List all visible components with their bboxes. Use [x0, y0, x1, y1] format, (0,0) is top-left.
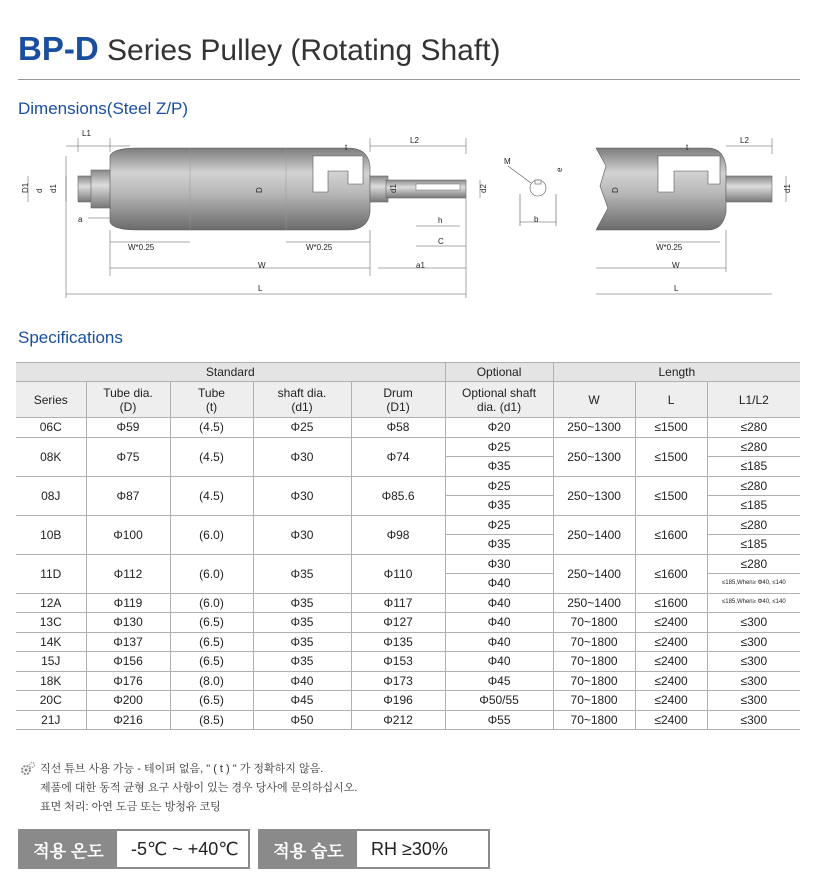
cell-w: 70~1800 [553, 613, 635, 633]
cell-l1l2: ≤280 [707, 418, 800, 438]
cell-optional: Φ20 [445, 418, 553, 438]
label-d1-side: d1 [783, 184, 792, 193]
col-header-text: (D1) [386, 399, 410, 414]
cell-w: 70~1800 [553, 710, 635, 730]
label-a: a [78, 215, 83, 224]
col-header-text: dia. (d1) [477, 399, 522, 414]
col-series [16, 382, 86, 418]
cell-drum: Φ196 [351, 691, 445, 711]
title-divider [18, 79, 800, 80]
cell-l: ≤1600 [635, 515, 707, 554]
cell-l1l2: ≤280 [707, 476, 800, 496]
cell-t: (4.5) [170, 476, 253, 515]
label-h: h [438, 216, 443, 225]
label-L-main: L [258, 284, 263, 293]
cell-shaft: Φ30 [253, 476, 351, 515]
table-row [16, 691, 800, 711]
cell-optional: Φ40 [445, 632, 553, 652]
pulley-side-view [596, 148, 772, 230]
cell-w: 250~1300 [553, 476, 635, 515]
col-header-text: L1/L2 [738, 392, 769, 407]
cell-t: (6.5) [170, 652, 253, 672]
cell-shaft: Φ35 [253, 554, 351, 593]
cell-tube: Φ59 [86, 418, 170, 438]
label-w025-right: W*0.25 [306, 243, 333, 252]
cell-optional: Φ35 [445, 535, 553, 555]
cell-series: 08K [16, 437, 86, 476]
cell-optional: Φ45 [445, 671, 553, 691]
table-row [16, 613, 800, 633]
cell-w: 250~1300 [553, 437, 635, 476]
col-header-text: Drum [383, 385, 413, 400]
label-e: e [555, 167, 564, 172]
cell-drum: Φ127 [351, 613, 445, 633]
cell-tube: Φ112 [86, 554, 170, 593]
cell-drum: Φ85.6 [351, 476, 445, 515]
note-1: 직선 튜브 사용 가능 - 테이퍼 없음, " ( t ) " 가 정확하지 않음. [40, 763, 324, 775]
cell-l1l2: ≤185,When≥ Φ40, ≤140 [707, 593, 800, 613]
cell-l1l2: ≤185 [707, 457, 800, 477]
cell-l1l2: ≤280 [707, 515, 800, 535]
cell-w: 70~1800 [553, 632, 635, 652]
label-L2-main: L2 [410, 136, 419, 145]
cell-t: (6.5) [170, 691, 253, 711]
cell-l: ≤1600 [635, 554, 707, 593]
cell-optional: Φ30 [445, 554, 553, 574]
cell-l: ≤1600 [635, 593, 707, 613]
notes [20, 760, 357, 817]
temperature-badge [18, 829, 250, 869]
label-L1: L1 [82, 129, 91, 138]
spec-table [16, 362, 800, 730]
pulley-body [78, 148, 466, 230]
cell-l1l2: ≤300 [707, 671, 800, 691]
table-row [16, 437, 800, 457]
cell-optional: Φ25 [445, 437, 553, 457]
cell-series: 11D [16, 554, 86, 593]
cell-w: 250~1400 [553, 593, 635, 613]
col-header-text: (D) [119, 399, 137, 414]
cell-tube: Φ176 [86, 671, 170, 691]
cell-optional: Φ55 [445, 710, 553, 730]
dimension-drawing [18, 126, 798, 306]
col-header-text: Tube dia. [103, 385, 153, 400]
label-W-main: W [258, 261, 266, 270]
humidity-label: 적용 습도 [260, 831, 357, 867]
cell-shaft: Φ50 [253, 710, 351, 730]
col-w [553, 382, 635, 418]
cell-series: 21J [16, 710, 86, 730]
cell-optional: Φ40 [445, 613, 553, 633]
cell-shaft: Φ35 [253, 613, 351, 633]
col-tube-t [170, 382, 253, 418]
cell-tube: Φ156 [86, 652, 170, 672]
label-D1: D1 [21, 182, 30, 193]
cell-w: 70~1800 [553, 671, 635, 691]
col-l [635, 382, 707, 418]
cell-series: 08J [16, 476, 86, 515]
humidity-badge [258, 829, 490, 869]
col-drum [351, 382, 445, 418]
cell-optional: Φ25 [445, 476, 553, 496]
cell-series: 15J [16, 652, 86, 672]
col-shaft-dia [253, 382, 351, 418]
cell-l: ≤2400 [635, 632, 707, 652]
table-row [16, 515, 800, 535]
cell-tube: Φ130 [86, 613, 170, 633]
gear-icon [20, 761, 36, 777]
col-tube-dia [86, 382, 170, 418]
temperature-label: 적용 온도 [20, 831, 117, 867]
cell-l1l2: ≤280 [707, 554, 800, 574]
group-optional: Optional [445, 363, 553, 382]
label-w025-side: W*0.25 [656, 243, 683, 252]
label-d2: d2 [479, 184, 488, 193]
cell-optional: Φ35 [445, 457, 553, 477]
cell-drum: Φ135 [351, 632, 445, 652]
table-row [16, 476, 800, 496]
cell-t: (6.5) [170, 632, 253, 652]
cell-shaft: Φ45 [253, 691, 351, 711]
cell-optional: Φ50/55 [445, 691, 553, 711]
label-L-side: L [674, 284, 679, 293]
col-l1l2 [707, 382, 800, 418]
note-2: 제품에 대한 동적 균형 요구 사항이 있는 경우 당사에 문의하십시오. [40, 782, 358, 794]
cell-drum: Φ117 [351, 593, 445, 613]
cell-l: ≤1500 [635, 476, 707, 515]
cell-l1l2: ≤185 [707, 535, 800, 555]
cell-l: ≤2400 [635, 671, 707, 691]
table-row [16, 652, 800, 672]
cell-l: ≤2400 [635, 652, 707, 672]
label-d1-main: d1 [49, 184, 58, 193]
cell-series: 12A [16, 593, 86, 613]
col-header-text: (t) [205, 399, 218, 414]
cell-tube: Φ137 [86, 632, 170, 652]
table-row [16, 632, 800, 652]
group-standard: Standard [16, 363, 445, 382]
cell-l1l2: ≤300 [707, 652, 800, 672]
cell-shaft: Φ35 [253, 593, 351, 613]
label-d1-shaft: d1 [389, 184, 398, 193]
temperature-value: -5℃ ~ +40℃ [117, 831, 248, 867]
cell-series: 10B [16, 515, 86, 554]
cell-tube: Φ87 [86, 476, 170, 515]
cell-t: (4.5) [170, 418, 253, 438]
label-D-side: D [611, 187, 620, 193]
cell-l1l2: ≤185,When≥ Φ40, ≤140 [707, 574, 800, 594]
table-row [16, 593, 800, 613]
cell-optional: Φ25 [445, 515, 553, 535]
cell-l: ≤1500 [635, 418, 707, 438]
spec-table-body [16, 418, 800, 730]
cell-series: 13C [16, 613, 86, 633]
cell-optional: Φ40 [445, 593, 553, 613]
label-d: d [35, 188, 44, 193]
label-W-side: W [672, 261, 680, 270]
cell-tube: Φ216 [86, 710, 170, 730]
label-b: b [534, 215, 539, 224]
label-a1: a1 [416, 261, 425, 270]
cell-w: 250~1300 [553, 418, 635, 438]
cell-w: 70~1800 [553, 652, 635, 672]
col-header-text: Optional shaft [462, 385, 537, 400]
cell-t: (6.0) [170, 593, 253, 613]
table-row [16, 710, 800, 730]
cell-t: (6.0) [170, 554, 253, 593]
cell-l: ≤2400 [635, 613, 707, 633]
page-title [18, 30, 501, 68]
cell-drum: Φ153 [351, 652, 445, 672]
dimensions-heading: Dimensions(Steel Z/P) [18, 99, 189, 118]
cell-w: 250~1400 [553, 515, 635, 554]
cell-w: 250~1400 [553, 554, 635, 593]
cell-l: ≤2400 [635, 691, 707, 711]
cell-series: 06C [16, 418, 86, 438]
cell-tube: Φ119 [86, 593, 170, 613]
series-code: BP-D [18, 30, 99, 67]
table-row [16, 418, 800, 438]
cell-optional: Φ40 [445, 574, 553, 594]
cell-shaft: Φ35 [253, 652, 351, 672]
cell-drum: Φ173 [351, 671, 445, 691]
cell-shaft: Φ40 [253, 671, 351, 691]
cell-shaft: Φ30 [253, 515, 351, 554]
cell-shaft: Φ25 [253, 418, 351, 438]
cell-shaft: Φ30 [253, 437, 351, 476]
cell-l1l2: ≤185 [707, 496, 800, 516]
cell-optional: Φ35 [445, 496, 553, 516]
label-w025-left: W*0.25 [128, 243, 155, 252]
cell-optional: Φ40 [445, 652, 553, 672]
cell-t: (6.0) [170, 515, 253, 554]
cell-t: (4.5) [170, 437, 253, 476]
cell-l: ≤1500 [635, 437, 707, 476]
cell-drum: Φ74 [351, 437, 445, 476]
cell-series: 20C [16, 691, 86, 711]
col-optional-shaft [445, 382, 553, 418]
cell-drum: Φ58 [351, 418, 445, 438]
label-M: M [504, 157, 511, 166]
cell-drum: Φ212 [351, 710, 445, 730]
cell-l1l2: ≤300 [707, 710, 800, 730]
label-t-side: t [686, 143, 689, 152]
col-header-text: L [667, 392, 675, 407]
cell-shaft: Φ35 [253, 632, 351, 652]
cell-l1l2: ≤300 [707, 691, 800, 711]
col-header-text: W [588, 392, 600, 407]
cell-tube: Φ100 [86, 515, 170, 554]
group-header-row [16, 363, 800, 382]
cell-l1l2: ≤300 [707, 632, 800, 652]
cell-l1l2: ≤280 [707, 437, 800, 457]
note-3: 표면 처리: 아연 도금 또는 방청유 코팅 [40, 801, 221, 813]
cell-series: 14K [16, 632, 86, 652]
cell-tube: Φ200 [86, 691, 170, 711]
label-L2-side: L2 [740, 136, 749, 145]
label-t-main: t [345, 143, 348, 152]
col-header-text: (d1) [291, 399, 313, 414]
col-header-text: Tube [198, 385, 225, 400]
cell-drum: Φ110 [351, 554, 445, 593]
cell-tube: Φ75 [86, 437, 170, 476]
cell-t: (6.5) [170, 613, 253, 633]
cell-w: 70~1800 [553, 691, 635, 711]
column-header-row [16, 382, 800, 418]
cell-t: (8.0) [170, 671, 253, 691]
keyway-section [508, 166, 556, 226]
table-row [16, 671, 800, 691]
specifications-heading: Specifications [18, 328, 123, 347]
cell-l: ≤2400 [635, 710, 707, 730]
cell-l1l2: ≤300 [707, 613, 800, 633]
label-D-main: D [255, 187, 264, 193]
cell-series: 18K [16, 671, 86, 691]
table-row [16, 554, 800, 574]
humidity-value: RH ≥30% [357, 831, 488, 867]
cell-t: (8.5) [170, 710, 253, 730]
col-header-text: Series [33, 392, 68, 407]
col-header-text: shaft dia. [277, 385, 327, 400]
group-length: Length [553, 363, 800, 382]
cell-drum: Φ98 [351, 515, 445, 554]
series-name: Series Pulley (Rotating Shaft) [98, 34, 501, 67]
label-C: C [438, 237, 444, 246]
